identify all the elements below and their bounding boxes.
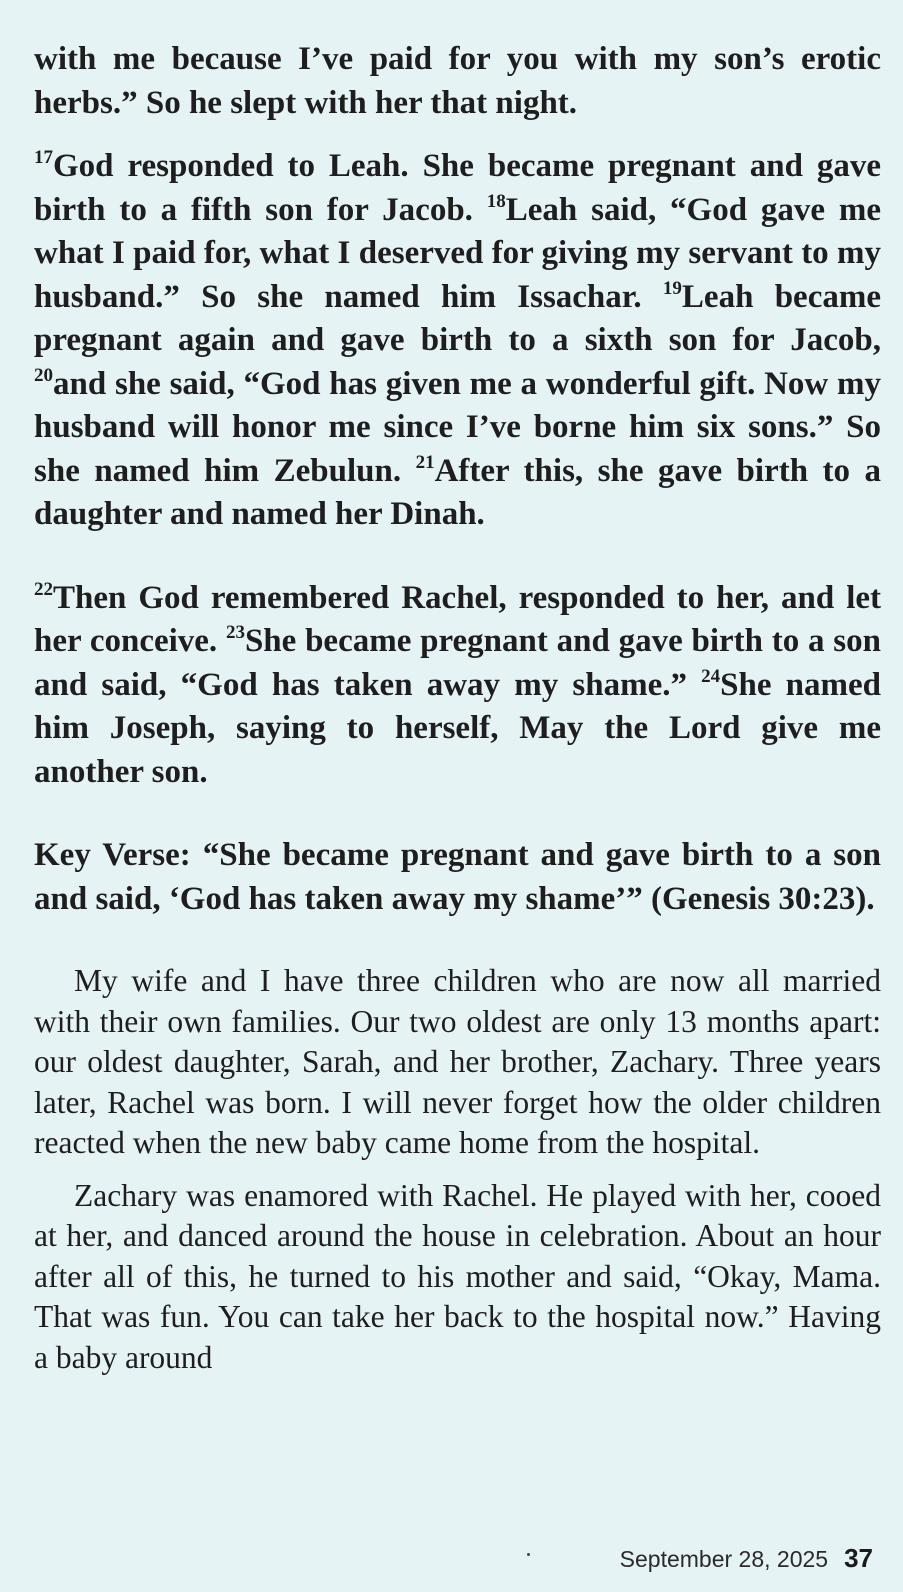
verse-number: 22 (34, 578, 53, 600)
verse-text: She named him Joseph, saying to herself, May the Lord give me another son. (34, 666, 882, 790)
verse-text: After this, she gave birth to a daughter and named her Dinah. (34, 452, 882, 532)
verse-number: 19 (662, 277, 682, 299)
scripture-paragraph-2 (34, 145, 881, 537)
body-paragraph-1: My wife and I have three children who are now all married with their own families. Our two oldest are only 13 months apart: our oldest daughter, Sarah, and her brother, Zachary. Three years later, Rachel was born. I will never forget how the older children reacted when the new baby came home from the hospital. (34, 963, 881, 1160)
page-number: 37 (844, 1543, 873, 1573)
verse-number: 23 (225, 622, 245, 643)
verse-text: Leah said, “God gave me what I paid for, what I deserved for giving my servant to my husband.” So she named him Issachar. (34, 191, 881, 315)
scripture-paragraph-1: with me because I’ve paid for you with my son’s erotic herbs.” So he slept with her that night. (34, 41, 881, 121)
verse-text: Leah became pregnant again and gave birth to a sixth son for Jacob, (34, 278, 881, 358)
page-footer (620, 1543, 873, 1574)
verse-number: 21 (415, 451, 435, 473)
verse-number: 17 (34, 147, 53, 168)
verse-text: Then God remembered Rachel, responded to her, and let her conceive. (34, 579, 881, 659)
key-verse: Key Verse: “She became pregnant and gave birth to a son and said, ‘God has taken away my shame’” (Genesis 30:23). (34, 837, 881, 917)
verse-text: She became pregnant and gave birth to a son and said, “God has taken away my shame.” (34, 623, 881, 703)
page-content (34, 38, 881, 1378)
print-speck (527, 1553, 530, 1556)
verse-text: and she said, “God has given me a wonderful gift. Now my husband will honor me since I’ve borne him six sons.” So she named him Zebulun. (34, 365, 881, 489)
footer-date: September 28, 2025 (619, 1546, 829, 1572)
body-paragraph-2: Zachary was enamored with Rachel. He played with her, cooed at her, and danced around the house in celebration. About an hour after all of this, he turned to his mother and said, “Okay, Mama. That was fun. You can take her back to the hospital now.” Having a baby around (34, 1177, 881, 1375)
scripture-paragraph-3 (34, 577, 881, 795)
verse-number: 18 (486, 190, 506, 212)
verse-number: 20 (34, 364, 53, 386)
verse-text: God responded to Leah. She became pregnant and gave birth to a fifth son for Jacob. (34, 148, 881, 228)
verse-number: 24 (701, 665, 721, 687)
